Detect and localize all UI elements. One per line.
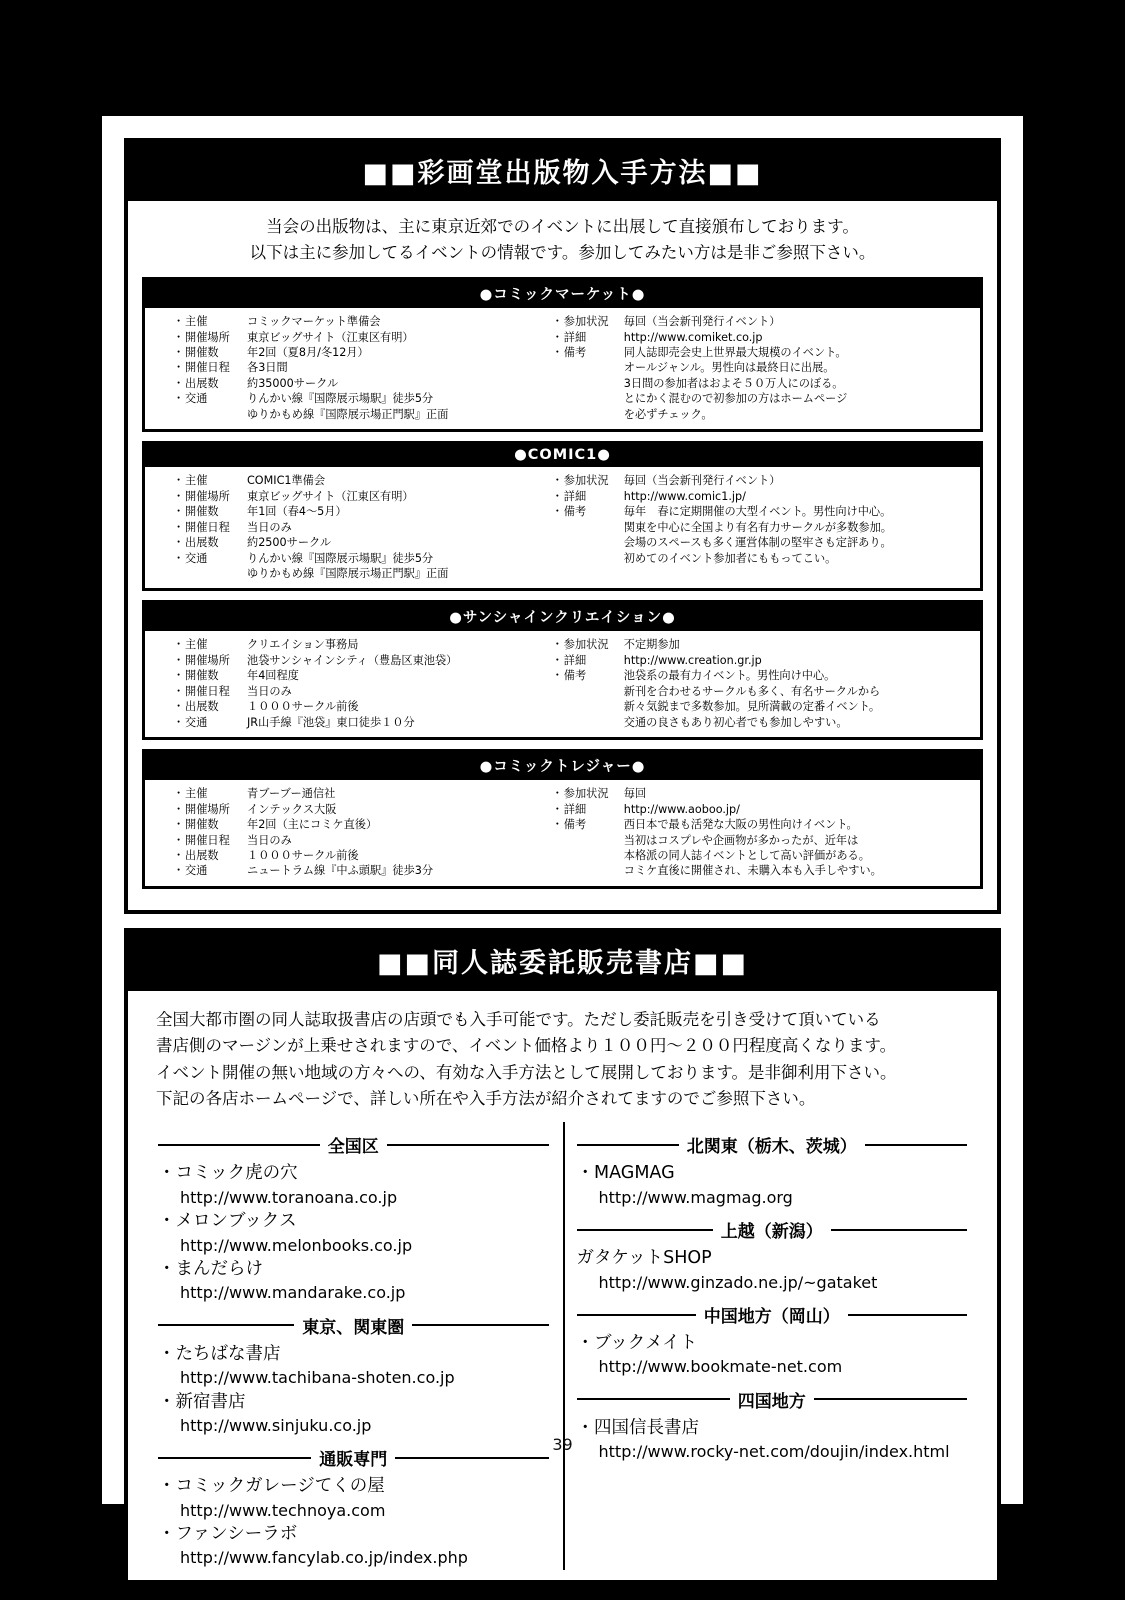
shop-url[interactable]: http://www.mandarake.co.jp	[180, 1283, 406, 1303]
event-body	[145, 780, 980, 886]
event-detail-value: 当日のみ	[247, 684, 292, 698]
bullet-icon: ・	[173, 802, 185, 816]
shop-category-header	[577, 1302, 968, 1327]
event-detail-value: りんかい線『国際展示場駅』徒歩5分	[247, 551, 434, 565]
event-note-line: 初めてのイベント参加者にももってこい。	[623, 551, 837, 565]
bullet-icon: ・	[551, 802, 563, 816]
event-title: ●COMIC1●	[145, 444, 980, 467]
bullet-icon: ・	[551, 474, 563, 488]
event-info-row	[552, 489, 980, 504]
bullet-icon: ・	[551, 489, 563, 503]
event-info-value: http://www.creation.gr.jp	[623, 653, 762, 667]
event-detail-row	[173, 863, 546, 878]
section2-intro-line: 全国大都市圏の同人誌取扱書店の店頭でも入手可能です。ただし委託販売を引き受けて頂いている	[156, 1009, 881, 1029]
event-note-line: 交通の良さもあり初心者でも参加しやすい。	[623, 715, 848, 729]
event-info-value: 西日本で最も活発な大阪の男性向けイベント。	[623, 818, 858, 832]
rule-line	[848, 1314, 967, 1316]
bullet-icon: ・	[173, 833, 185, 847]
event-detail-row	[173, 715, 546, 730]
event-detail-label: 開催数	[185, 669, 219, 683]
event-detail-value: インテックス大阪	[247, 802, 337, 816]
event-detail-row	[173, 489, 546, 504]
event-detail-label: 開催場所	[185, 802, 230, 816]
shop-name: ・新宿書店	[158, 1391, 246, 1412]
event-detail-value: 約35000サークル	[247, 376, 339, 390]
event-details-left	[145, 637, 546, 730]
event-info-label: 詳細	[563, 802, 587, 816]
event-detail-row	[173, 566, 546, 581]
event-info-row	[552, 314, 980, 329]
event-detail-row	[173, 848, 546, 863]
rule-line	[412, 1324, 548, 1326]
event-detail-value: 当日のみ	[247, 833, 292, 847]
event-detail-label: 交通	[185, 864, 208, 878]
event-detail-label: 出展数	[185, 536, 219, 550]
rule-line	[814, 1398, 967, 1400]
shop-category-label: 北関東（栃木、茨城）	[686, 1137, 857, 1158]
event-detail-label: 開催日程	[185, 361, 230, 375]
bullet-icon	[173, 407, 185, 422]
event-detail-value: 年1回（春4～5月）	[247, 505, 347, 519]
shop-category-label: 中国地方（岡山）	[703, 1307, 840, 1327]
event-info-value: 毎回（当会新刊発行イベント）	[623, 315, 781, 329]
event-detail-label: 開催数	[185, 346, 219, 360]
event-detail-value: 当日のみ	[247, 520, 292, 534]
shop-url[interactable]: http://www.sinjuku.co.jp	[180, 1415, 372, 1435]
event-title: ●サンシャインクリエイション●	[145, 603, 980, 631]
bullet-icon: ・	[173, 536, 185, 550]
shop-category-label: 通販専門	[319, 1450, 388, 1471]
event-info-row	[552, 786, 980, 801]
shop-url[interactable]: http://www.rocky-net.com/doujin/index.html	[598, 1442, 950, 1462]
event-detail-value: 青ブーブー通信社	[247, 787, 336, 801]
event-detail-value: 各3日間	[247, 361, 288, 375]
bullet-icon: ・	[173, 715, 185, 729]
event-info-label: 備考	[563, 669, 587, 683]
event-detail-row	[173, 535, 546, 550]
event-details-right	[546, 637, 980, 730]
event-detail-row	[173, 786, 546, 801]
event-info-value: http://www.aoboo.jp/	[623, 802, 740, 816]
bullet-icon: ・	[173, 376, 185, 390]
event-details-left	[145, 314, 546, 422]
event-note-line: を必ずチェック。	[623, 407, 713, 421]
shop-category-header	[158, 1132, 549, 1157]
event-detail-label	[185, 407, 247, 422]
event-info-label: 詳細	[563, 330, 587, 344]
event-detail-row	[173, 802, 546, 817]
bullet-icon: ・	[173, 849, 185, 862]
rule-line	[158, 1324, 294, 1326]
event-info-label: 参加状況	[563, 474, 609, 488]
bullet-icon: ・	[551, 315, 563, 329]
event-detail-label: 開催場所	[185, 489, 230, 503]
event-detail-row	[173, 833, 546, 848]
rule-line	[158, 1144, 320, 1146]
event-info-label: 詳細	[563, 653, 587, 667]
shop-name: ・ファンシーラボ	[158, 1524, 298, 1545]
bullet-icon: ・	[173, 315, 185, 329]
event-detail-value: ニュートラム線『中ふ頭駅』徒歩3分	[247, 864, 434, 878]
event-detail-label: 出展数	[185, 849, 219, 862]
event-info-value: 毎年 春に定期開催の大型イベント。男性向け中心。	[623, 505, 892, 519]
bullet-icon: ・	[173, 551, 185, 565]
event-info-value: 同人誌即売会史上世界最大規模のイベント。	[623, 346, 847, 360]
event-note-line: コミケ直後に開催され、未購入本も入手しやすい。	[623, 864, 882, 878]
shop-url[interactable]: http://www.fancylab.co.jp/index.php	[180, 1548, 468, 1568]
event-detail-value: コミックマーケット準備会	[247, 315, 381, 329]
bullet-icon: ・	[173, 684, 185, 698]
event-note-line: 新々気鋭まで多数参加。見所満載の定番イベント。	[623, 700, 881, 714]
event-info-value: http://www.comiket.co.jp	[623, 330, 763, 344]
event-detail-row	[173, 684, 546, 699]
document-page	[96, 110, 1029, 1568]
rule-line	[865, 1144, 967, 1146]
shop-name: ・メロンブックス	[158, 1211, 297, 1232]
event-detail-value: 年4回程度	[247, 669, 299, 683]
bullet-icon: ・	[551, 346, 563, 360]
event-note-line: オールジャンル。男性向は最終日に出展。	[623, 361, 835, 375]
event-card	[142, 600, 983, 740]
shop-name: ・MAGMAG	[576, 1163, 675, 1184]
event-detail-label: 主催	[185, 638, 208, 652]
event-info-row	[552, 653, 980, 668]
event-detail-value: 池袋サンシャインシティ（豊島区東池袋）	[247, 653, 458, 667]
event-note-line: 本格派の同人誌イベントとして高い評価がある。	[623, 849, 870, 862]
event-detail-label: 交通	[185, 715, 208, 729]
event-detail-label: 主催	[185, 787, 208, 801]
shop-name: ・コミック虎の穴	[158, 1163, 298, 1184]
rule-line	[158, 1457, 311, 1459]
event-info-label: 備考	[563, 505, 587, 519]
event-detail-row	[173, 637, 546, 652]
event-detail-row	[173, 817, 546, 832]
event-note-line: 会場のスペースも多く運営体制の堅牢さも定評あり。	[623, 536, 892, 550]
event-detail-row	[173, 668, 546, 683]
bullet-icon: ・	[173, 818, 185, 832]
event-card	[142, 749, 983, 889]
rule-line	[395, 1457, 548, 1459]
event-note-line: 3日間の参加者はおよそ５０万人にのぼる。	[623, 376, 844, 390]
bullet-icon: ・	[173, 474, 185, 488]
bullet-icon: ・	[551, 653, 563, 667]
event-info-label: 参加状況	[563, 787, 609, 801]
bullet-icon: ・	[551, 505, 563, 519]
event-detail-value: りんかい線『国際展示場駅』徒歩5分	[247, 392, 434, 406]
event-detail-label: 交通	[185, 392, 208, 406]
event-detail-row	[173, 360, 546, 375]
event-info-label: 備考	[563, 346, 587, 360]
event-detail-row	[173, 653, 546, 668]
event-detail-value: COMIC1準備会	[247, 474, 326, 488]
column-divider	[563, 1122, 565, 1569]
bullet-icon: ・	[551, 330, 563, 344]
event-detail-label: 開催日程	[185, 833, 230, 847]
rule-line	[577, 1398, 730, 1400]
page-number: 39	[552, 1435, 573, 1454]
event-detail-label: 出展数	[185, 700, 219, 714]
event-detail-label: 出展数	[185, 376, 219, 390]
event-info-row	[552, 637, 980, 652]
event-detail-row	[173, 551, 546, 566]
event-body	[145, 467, 980, 588]
shop-category-label: 上越（新潟）	[720, 1222, 823, 1243]
shop-column-left	[144, 1124, 563, 1569]
event-detail-row	[173, 407, 546, 422]
event-detail-label: 交通	[185, 551, 208, 565]
event-detail-value: ゆりかもめ線『国際展示場正門駅』正面	[247, 567, 449, 581]
event-detail-value: JR山手線『池袋』東口徒歩１０分	[247, 715, 415, 729]
event-title: ●コミックトレジャー●	[145, 752, 980, 780]
event-detail-row	[173, 473, 546, 488]
event-detail-label: 主催	[185, 315, 208, 329]
shop-name: ・ブックメイト	[576, 1333, 698, 1353]
rule-line	[577, 1314, 696, 1316]
event-info-value: 毎回（当会新刊発行イベント）	[623, 474, 781, 488]
event-details-left	[145, 786, 546, 879]
event-detail-label: 開催数	[185, 818, 219, 832]
shop-url[interactable]: http://www.tachibana-shoten.co.jp	[180, 1368, 455, 1388]
event-detail-row	[173, 314, 546, 329]
event-info-label: 参加状況	[563, 638, 609, 652]
event-info-value: 池袋系の最有力イベント。男性向け中心。	[623, 669, 836, 683]
shop-category-label: 全国区	[327, 1137, 379, 1158]
event-detail-value: １０００サークル前後	[247, 700, 359, 714]
event-details-right	[546, 314, 980, 422]
event-info-row	[552, 345, 980, 360]
event-detail-row	[173, 345, 546, 360]
rule-line	[387, 1144, 549, 1146]
bullet-icon: ・	[173, 330, 185, 344]
bullet-icon: ・	[173, 669, 185, 683]
section2-intro-line: 書店側のマージンが上乗せされますので、イベント価格より１００円～２００円程度高くなります。	[156, 1036, 897, 1056]
section1-banner: ■■彩画堂出版物入手方法■■	[128, 142, 997, 201]
event-details-right	[546, 786, 980, 879]
section2-intro-line: 下記の各店ホームページで、詳しい所在や入手方法が紹介されてますのでご参照下さい。	[156, 1089, 816, 1109]
event-detail-value: クリエイション事務局	[247, 638, 359, 652]
rule-line	[831, 1229, 967, 1231]
event-info-value: http://www.comic1.jp/	[623, 489, 746, 503]
shop-columns	[128, 1118, 997, 1579]
event-detail-row	[173, 699, 546, 714]
shop-name: ガタケットSHOP	[576, 1248, 712, 1269]
event-body	[145, 308, 980, 429]
event-card	[142, 441, 983, 591]
event-detail-row	[173, 330, 546, 345]
section2-intro	[128, 991, 997, 1119]
event-detail-row	[173, 376, 546, 391]
event-detail-label: 開催場所	[185, 653, 230, 667]
shop-name: ・まんだらけ	[158, 1259, 263, 1279]
event-detail-value: 東京ビッグサイト（江東区有明）	[247, 330, 414, 344]
event-detail-label: 開催日程	[185, 520, 230, 534]
bullet-icon: ・	[173, 489, 185, 503]
event-card	[142, 277, 983, 432]
shop-category-header	[577, 1387, 968, 1412]
event-info-label: 備考	[563, 818, 587, 832]
bullet-icon: ・	[173, 346, 185, 360]
event-info-row	[552, 817, 980, 832]
event-body	[145, 631, 980, 737]
event-note-line: 新刊を合わせるサークルも多く、有名サークルから	[623, 684, 881, 698]
bullet-icon: ・	[551, 669, 563, 683]
event-detail-row	[173, 504, 546, 519]
event-detail-value: １０００サークル前後	[247, 849, 359, 862]
shop-name: ・コミックガレージてくの屋	[158, 1476, 385, 1497]
bullet-icon	[173, 566, 185, 581]
shop-category-label: 東京、関東圏	[302, 1317, 405, 1338]
bullet-icon: ・	[551, 638, 563, 652]
event-note-line: 関東を中心に全国より有名有力サークルが多数参加。	[623, 520, 892, 534]
bullet-icon: ・	[173, 787, 185, 801]
event-info-row	[552, 802, 980, 817]
event-detail-label: 主催	[185, 474, 208, 488]
event-detail-value: 約2500サークル	[247, 536, 332, 550]
publication-acquisition-section	[124, 138, 1001, 914]
bullet-icon: ・	[173, 864, 185, 878]
event-note-line: 当初はコスプレや企画物が多かったが、近年は	[623, 833, 859, 847]
bullet-icon: ・	[551, 787, 563, 801]
shop-category-header	[577, 1217, 968, 1242]
section2-intro-line: イベント開催の無い地域の方々への、有効な入手方法として展開しております。是非御利用下さい。	[156, 1062, 897, 1082]
event-list	[128, 277, 997, 910]
bullet-icon: ・	[173, 505, 185, 519]
event-info-label: 参加状況	[563, 315, 609, 329]
page-content	[124, 138, 1001, 1568]
event-detail-label: 開催日程	[185, 684, 230, 698]
section1-intro-line1: 当会の出版物は、主に東京近郊でのイベントに出展して直接頒布しております。	[266, 217, 859, 236]
event-info-label: 詳細	[563, 489, 587, 503]
event-note-line: とにかく混むので初参加の方はホームページ	[623, 392, 848, 406]
shop-url[interactable]: http://www.ginzado.ne.jp/~gataket	[598, 1272, 878, 1292]
bullet-icon: ・	[173, 638, 185, 652]
event-detail-row	[173, 391, 546, 406]
bullet-icon: ・	[173, 361, 185, 375]
shop-name: ・たちばな書店	[158, 1343, 281, 1364]
bullet-icon: ・	[173, 392, 185, 406]
event-detail-value: 東京ビッグサイト（江東区有明）	[247, 489, 414, 503]
rule-line	[577, 1144, 679, 1146]
shop-url[interactable]: http://www.bookmate-net.com	[598, 1357, 843, 1377]
event-info-value: 不定期参加	[623, 638, 680, 652]
event-detail-value: 年2回（夏8月/冬12月）	[247, 346, 369, 360]
event-detail-value: 年2回（主にコミケ直後）	[247, 818, 378, 832]
section2-banner: ■■同人誌委託販売書店■■	[128, 932, 997, 991]
shop-category-header	[158, 1313, 549, 1338]
shop-category-header	[577, 1132, 968, 1157]
section1-intro-line2: 以下は主に参加してるイベントの情報です。参加してみたい方は是非ご参照下さい。	[249, 242, 876, 262]
event-info-row	[552, 668, 980, 683]
bullet-icon: ・	[173, 700, 185, 714]
event-details-left	[145, 473, 546, 581]
event-detail-label	[185, 566, 247, 581]
event-detail-row	[173, 520, 546, 535]
shop-category-label: 四国地方	[737, 1391, 806, 1412]
event-info-value: 毎回	[623, 787, 647, 801]
bullet-icon: ・	[173, 520, 185, 534]
consignment-shops-section	[124, 928, 1001, 1584]
event-detail-label: 開催数	[185, 505, 219, 519]
shop-url[interactable]: http://www.melonbooks.co.jp	[180, 1235, 413, 1255]
rule-line	[577, 1229, 713, 1231]
event-info-row	[552, 473, 980, 488]
event-title: ●コミックマーケット●	[145, 280, 980, 308]
event-details-right	[546, 473, 980, 581]
bullet-icon: ・	[551, 818, 563, 832]
shop-column-right	[563, 1124, 982, 1569]
event-info-row	[552, 330, 980, 345]
shop-url[interactable]: http://www.magmag.org	[598, 1187, 793, 1207]
event-detail-label: 開催場所	[185, 330, 230, 344]
shop-url[interactable]: http://www.toranoana.co.jp	[180, 1187, 398, 1207]
shop-name: ・四国信長書店	[576, 1417, 699, 1438]
event-info-row	[552, 504, 980, 519]
event-detail-value: ゆりかもめ線『国際展示場正門駅』正面	[247, 407, 449, 421]
section1-intro	[128, 201, 997, 277]
bullet-icon: ・	[173, 653, 185, 667]
shop-url[interactable]: http://www.technoya.com	[180, 1500, 386, 1520]
